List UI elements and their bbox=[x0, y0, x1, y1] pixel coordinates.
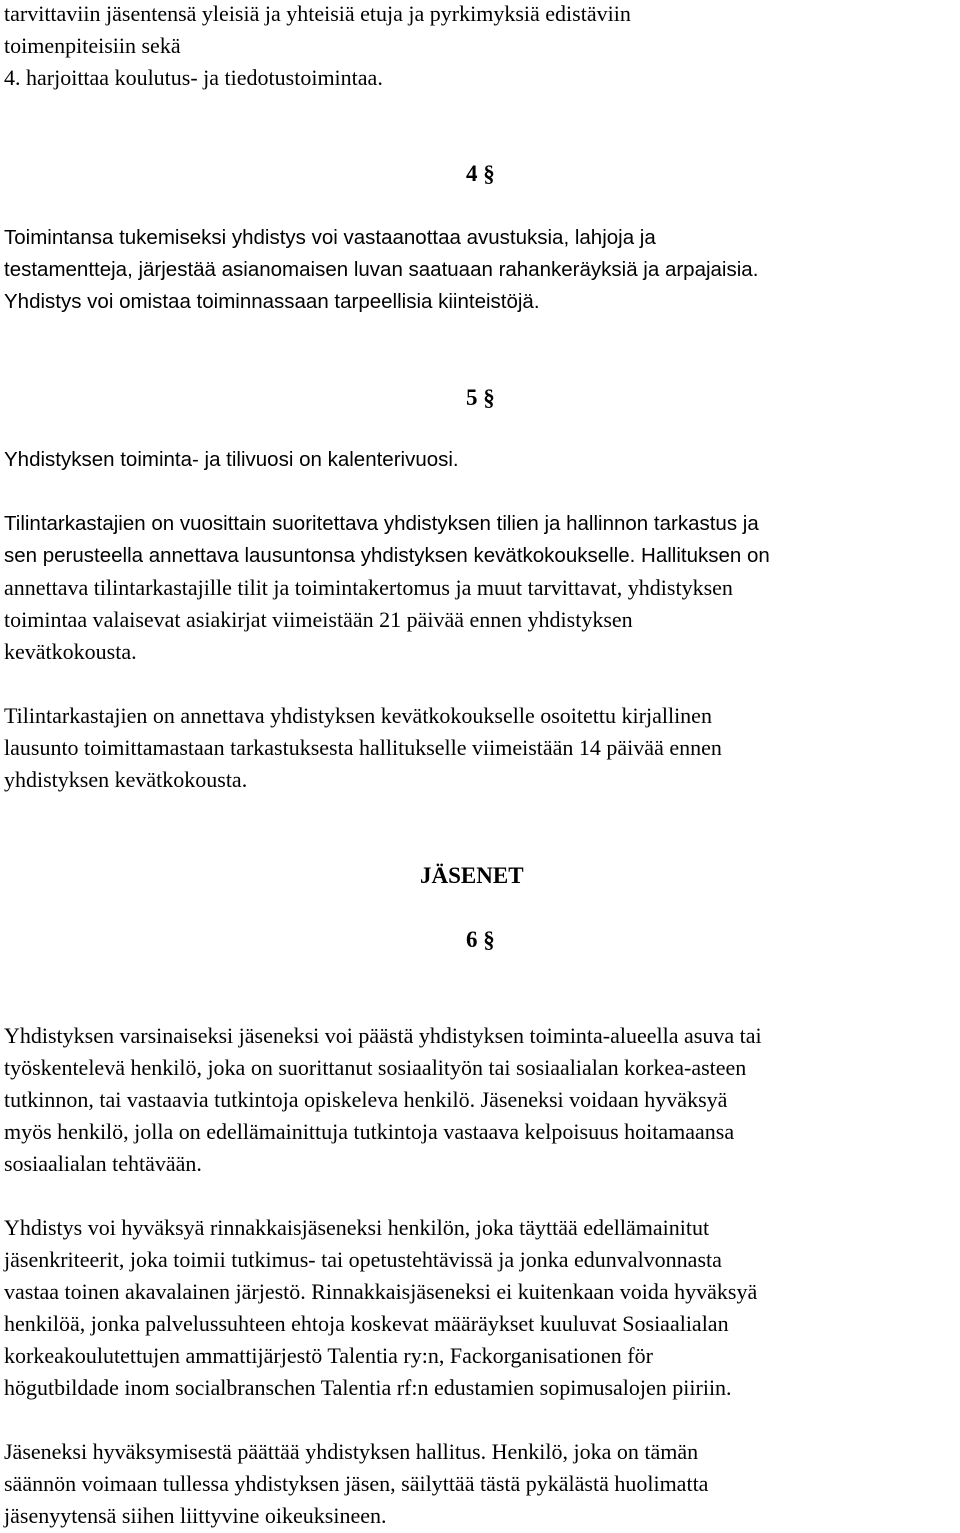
text-line: vastaa toinen akavalainen järjestö. Rinnakkaisjäseneksi ei kuitenkaan voida hyväksyä bbox=[4, 1279, 758, 1304]
text-line: säännön voimaan tullessa yhdistyksen jäsen, säilyttää tästä pykälästä huolimatta bbox=[4, 1471, 709, 1496]
text-line: högutbildade inom socialbranschen Talentia rf:n edustamien sopimusalojen piiriin. bbox=[4, 1375, 732, 1400]
text-line: Tilintarkastajien on annettava yhdistyksen kevätkokoukselle osoitettu kirjallinen bbox=[4, 703, 712, 728]
text-line: jäsenyytensä siihen liittyvine oikeuksineen. bbox=[4, 1503, 387, 1528]
text-line: Tilintarkastajien on vuosittain suoritettava yhdistyksen tilien ja hallinnon tarkastus ja bbox=[4, 512, 759, 535]
text-line: korkeakoulutettujen ammattijärjestö Talentia ry:n, Fackorganisationen för bbox=[4, 1343, 653, 1368]
text-line: toimenpiteisiin sekä bbox=[4, 33, 181, 58]
text-line: myös henkilö, jolla on edellämainittuja tutkintoja vastaava kelpoisuus hoitamaansa bbox=[4, 1119, 735, 1144]
text-line: työskentelevä henkilö, joka on suorittanut sosiaalityön tai sosiaalialan korkea-asteen bbox=[4, 1055, 747, 1080]
text-line: Yhdistys voi hyväksyä rinnakkaisjäseneksi henkilön, joka täyttää edellämainitut bbox=[4, 1215, 710, 1240]
text-line: Yhdistyksen toiminta- ja tilivuosi on kalenterivuosi. bbox=[4, 448, 459, 471]
text-line: yhdistyksen kevätkokousta. bbox=[4, 767, 248, 792]
section-4-heading: 4 § bbox=[466, 161, 495, 186]
text-line: henkilöä, jonka palvelussuhteen ehtoja koskevat määräykset kuuluvat Sosiaalialan bbox=[4, 1311, 729, 1336]
chapter-title: JÄSENET bbox=[420, 863, 524, 888]
text-line: sen perusteella annettava lausuntonsa yhdistyksen kevätkokoukselle. Hallituksen on bbox=[4, 544, 770, 567]
text-line: jäsenkriteerit, joka toimii tutkimus- tai opetustehtävissä ja jonka edunvalvonnasta bbox=[4, 1247, 722, 1272]
text-line: kevätkokousta. bbox=[4, 639, 137, 664]
text-line: tarvittaviin jäsentensä yleisiä ja yhteisiä etuja ja pyrkimyksiä edistäviin bbox=[4, 1, 631, 26]
text-line: lausunto toimittamastaan tarkastuksesta hallitukselle viimeistään 14 päivää ennen bbox=[4, 735, 722, 760]
text-line: toimintaa valaisevat asiakirjat viimeistään 21 päivää ennen yhdistyksen bbox=[4, 607, 633, 632]
text-line: Toimintansa tukemiseksi yhdistys voi vastaanottaa avustuksia, lahjoja ja bbox=[4, 226, 656, 249]
text-line: tutkinnon, tai vastaavia tutkintoja opiskeleva henkilö. Jäseneksi voidaan hyväksyä bbox=[4, 1087, 728, 1112]
text-line: Yhdistys voi omistaa toiminnassaan tarpeellisia kiinteistöjä. bbox=[4, 290, 540, 313]
text-line: annettava tilintarkastajille tilit ja toimintakertomus ja muut tarvittavat, yhdistyksen bbox=[4, 575, 733, 600]
section-5-heading: 5 § bbox=[466, 385, 495, 410]
text-line: Yhdistyksen varsinaiseksi jäseneksi voi päästä yhdistyksen toiminta-alueella asuva tai bbox=[4, 1023, 762, 1048]
list-item-4: 4. harjoittaa koulutus- ja tiedotustoimintaa. bbox=[4, 65, 383, 90]
section-6-heading: 6 § bbox=[466, 927, 495, 952]
text-line: Jäseneksi hyväksymisestä päättää yhdistyksen hallitus. Henkilö, joka on tämän bbox=[4, 1439, 699, 1464]
text-line: testamentteja, järjestää asianomaisen luvan saatuaan rahankeräyksiä ja arpajaisia. bbox=[4, 258, 759, 281]
text-line: sosiaalialan tehtävään. bbox=[4, 1151, 202, 1176]
